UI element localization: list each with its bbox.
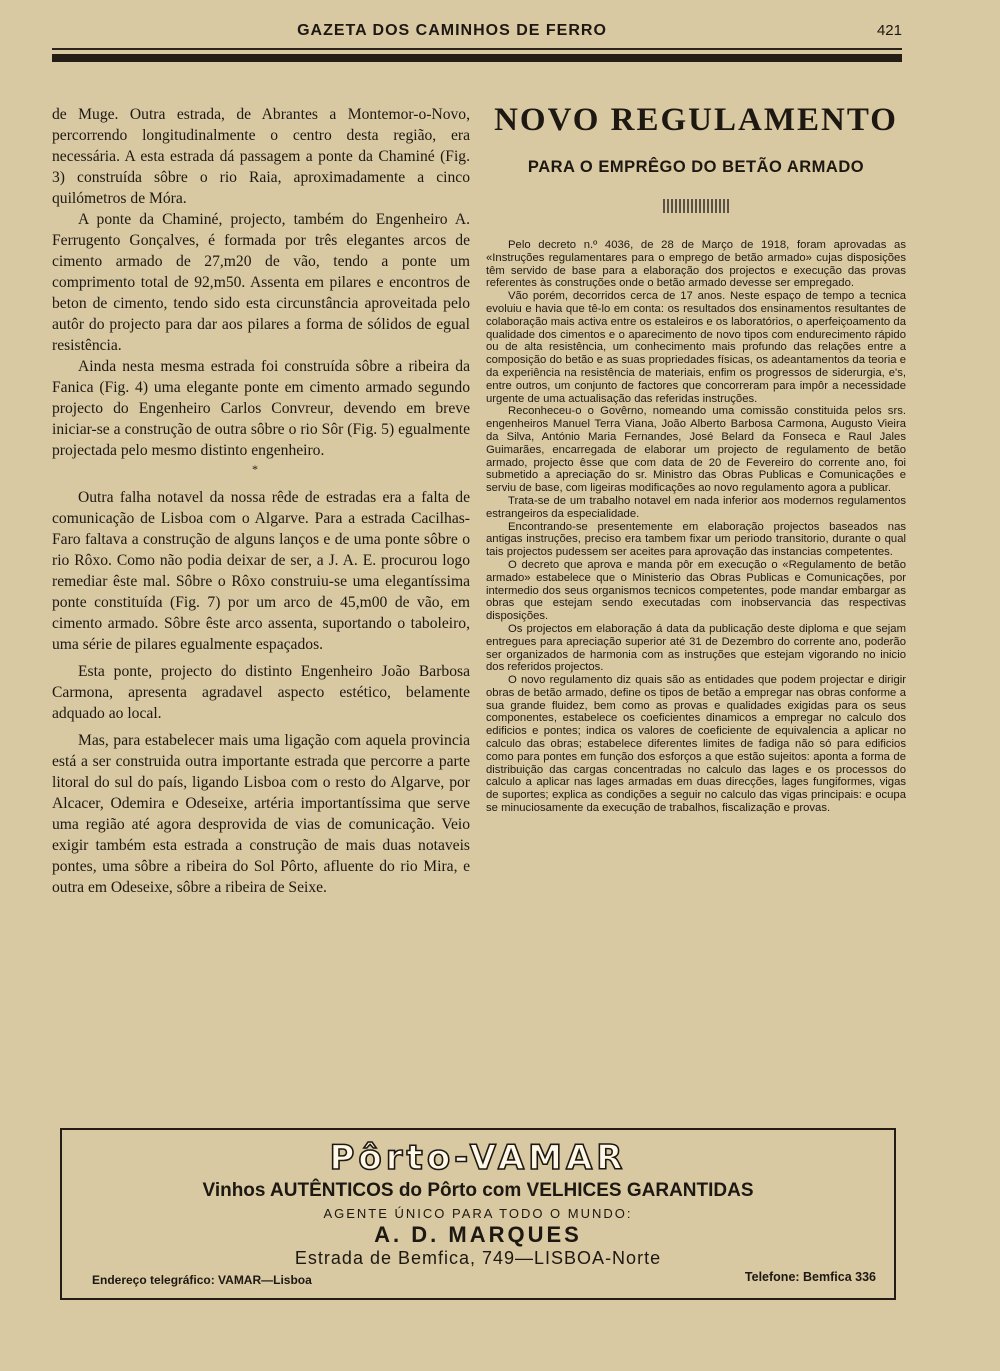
ad-phone: Telefone: Bemfica 336 [744, 1270, 876, 1284]
left-paragraph-2: A ponte da Chaminé, projecto, também do Engenheiro A. Ferrugento Gonçalves, é formada por três elegantes arcos de cimento armado de 27,m20 de vão, tendo a ponte um comprimento total de 92,m50. Assenta em pilares e encontros de beton de cimento, tendo sido esta circunstância aproveitada pelo autôr do projecto para dar aos pilares a forma de sólidos de egual resistência. [52, 211, 470, 354]
article-paragraph-6: O decreto que aprova e manda pôr em execução o «Regulamento de betão armado» estabelece que o Ministerio das Obras Publicas e Comunicações, por intermedio dos seus organismos tecnicos competentes, pode mandar embargar as obras que estejam sendo executadas com inobservancia das respectivas disposições. [486, 558, 906, 623]
left-paragraph-3: Ainda nesta mesma estrada foi construída sôbre a ribeira da Fanica (Fig. 4) uma elegante ponte em cimento armado segundo projecto do Engenheiro Carlos Convreur, devendo em breve iniciar-se a construção de outra sôbre o rio Sôr (Fig. 5) egualmente projectada pelo mesmo distinto engenheiro. [52, 358, 470, 459]
article-paragraph-8: O novo regulamento diz quais são as entidades que podem projectar e dirigir obras de betão armado, define os tipos de betão a empregar nas obras conforme a sua grande fluidez, bem como as provas e qualidades exigidas para os seus componentes, estabelece os coeficientes dinamicos a empregar no calculo dos edificios e pontes; indica os valores de coeficiente de equivalencia a aplicar no calculo das obras; estabelece diferentes limites de fadiga não só para edificios como para pontes em função dos esforços a que estão sujeitos: aponta a forma de distribuição das cargas concentradas no calculo das lages e os processos do calculo a aplicar nas lages armadas em duas direcções, lages fungiformes, vigas de suportes; explica as condições a seguir no calculo das vigas principais: e ocupa se minuciosamente da execução de trabalhos, fiscalização e provas. [486, 674, 906, 815]
left-paragraph-5: Esta ponte, projecto do distinto Engenheiro João Barbosa Carmona, apresenta agradavel aspecto estético, belamente adquado ao local. [52, 663, 470, 722]
page-header [52, 18, 902, 68]
header-rule-thin [52, 48, 902, 50]
article-title: NOVO REGULAMENTO [494, 102, 898, 138]
article-paragraph-7: Os projectos em elaboração á data da publicação deste diploma e que sejam entregues para apreciação superior até 31 de Dezembro do corrente ano, poderão ser organizados de harmonia com as instruções que estejam vigorando no inicio dos referidos projectos. [486, 622, 906, 674]
section-separator: * [252, 462, 258, 476]
header-rule-thick [52, 54, 902, 62]
journal-title: GAZETA DOS CAMINHOS DE FERRO [297, 22, 607, 39]
article-paragraph-1: Pelo decreto n.º 4036, de 28 de Março de 1918, foram aprovadas as «Instruções regulamentares para o emprego de betão armado» cujas disposições têm servido de base para a elaboração dos projectos e execução das provas referentes às construções onde o betão armado devesse ser empregado. [486, 239, 906, 290]
left-paragraph-1: de Muge. Outra estrada, de Abrantes a Montemor-o-Novo, percorrendo longitudinalmente o centro desta região, era necessária. A esta estrada dá passagem a ponte da Chaminé (Fig. 3) construída sôbre o rio Raia, aproximadamente a cinco quilómetros de Móra. [52, 106, 470, 207]
article-paragraph-2: Vão porém, decorridos cerca de 17 anos. Neste espaço de tempo a tecnica evoluiu e havia que tê-lo em conta: os resultados dos ensinamentos resultantes de colaboração mais activa entre os estaleiros e os laboratórios, o aperfeiçoamento da qualidade dos cimentos e o aparecimento de novo tipos com endurecimento rápido ou de alta resistência, um conhecimento mais profundo das relações entre a composição do betão e as suas propriedades físicas, os adeantamentos da teoria e da experiência na resistência de materiais, enfim os progressos de siderurgia, e's, entre outros, um conjunto de factores que concorreram para impôr a necessidade urgente de uma actualisação das referidas instruções. [486, 290, 906, 405]
article-paragraph-5: Encontrando-se presentemente em elaboração projectos baseados nas antigas instruções, preciso era tambem fixar um periodo transitorio, durante o qual tais projectos pudessem ser aceites para aprovação das instancias competentes. [486, 520, 906, 559]
ad-agent-line: AGENTE ÚNICO PARA TODO O MUNDO: [323, 1206, 633, 1221]
ad-telegraph: Endereço telegráfico: VAMAR—Lisboa [92, 1273, 312, 1287]
advertisement-box [60, 1128, 896, 1300]
left-paragraph-4: Outra falha notavel da nossa rêde de estradas era a falta de comunicação de Lisboa com o Algarve. Para a estrada Cacilhas-Faro faltava a construção de alguns lanços e de uma ponte sôbre o rio Rôxo. Como não podia deixar de ser, a J. A. E. procurou logo remediar êste mal. Sôbre o Rôxo construiu-se uma elegantíssima ponte constituída (Fig. 7) por um arco de 45,m00 de vão, em cimento armado. Sôbre êste arco assenta, suportando o taboleiro, uma série de pilares egualmente espaçados. [52, 489, 470, 653]
article-paragraph-4: Trata-se de um trabalho notavel em nada inferior aos modernos regulamentos estrangeiros da especialidade. [486, 494, 906, 520]
article-subtitle: PARA O EMPRÊGO DO BETÃO ARMADO [527, 158, 865, 176]
right-column [486, 100, 906, 815]
ad-agent-name: A. D. MARQUES [374, 1222, 582, 1247]
left-paragraph-6: Mas, para estabelecer mais uma ligação com aquela provincia está a ser construida outra importante estrada que percorre a parte litoral do sul do país, ligando Lisboa com o resto do Algarve, por Alcacer, Odemira e Odeseixe, artéria importantíssima que serve uma região até agora desprovida de vias de comunicação. Veio exigir também esta estrada a construção de mais duas notaveis pontes, uma sôbre a ribeira do Sol Pôrto, afluente do rio Mira, e outra em Odeseixe, sôbre a ribeira de Seixe. [52, 732, 470, 896]
article-body [486, 239, 906, 815]
title-ornament [663, 199, 729, 213]
left-column [52, 104, 470, 898]
article-paragraph-3: Reconheceu-o o Govêrno, nomeando uma comissão constituida pelos srs. engenheiros Manuel Terra Viana, João Alberto Barbosa Carmona, Augusto Vieira da Silva, António Maria Fernandes, José Belard da Fonseca e Raul Jales Guimarães, encarregada de elaborar um projecto de regulamento de betão armado, projecto êsse que com data de 20 de Fevereiro do corrente ano, foi submetido a apreciação do sr. Ministro das Obras Publicas e Comunicações e serviu de base, com ligeiras modificações ao novo regulamento agora a publicar. [486, 405, 906, 495]
ad-brand: Pôrto-VAMAR [329, 1138, 627, 1178]
page-number: 421 [876, 22, 902, 39]
ad-address: Estrada de Bemfica, 749—LISBOA-Norte [294, 1248, 662, 1268]
ad-tagline: Vinhos AUTÊNTICOS do Pôrto com VELHICES GARANTIDAS [202, 1180, 754, 1201]
